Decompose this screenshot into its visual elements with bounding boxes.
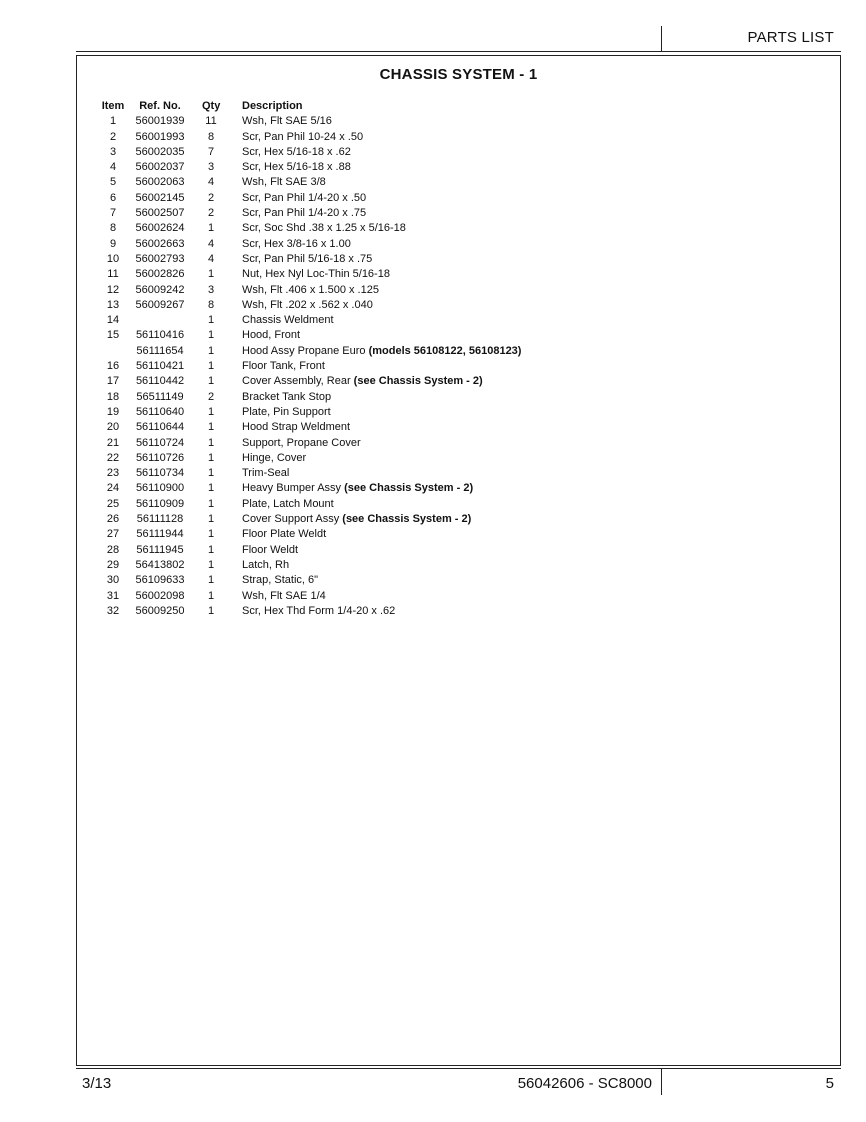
ref-number: 56002145: [135, 191, 185, 204]
description-text: Hood Strap Weldment: [242, 421, 351, 434]
item-number: 5: [109, 176, 117, 189]
description-text: Scr, Hex Thd Form 1/4-20 x .62: [242, 604, 396, 617]
description: [242, 267, 390, 282]
item-number: 18: [106, 390, 120, 403]
ref-number: 56001993: [135, 130, 185, 143]
description: [242, 543, 298, 558]
item-number: 31: [106, 589, 120, 602]
description-text: Wsh, Flt SAE 1/4: [242, 589, 326, 602]
table-row: [77, 497, 840, 512]
section-label: PARTS LIST: [747, 29, 834, 46]
description-note: (see Chassis System - 2): [344, 482, 474, 495]
page-number: 5: [825, 1075, 834, 1092]
quantity: 1: [207, 314, 215, 327]
footer-rule: [76, 1068, 841, 1069]
item-number: 19: [106, 405, 120, 418]
description-text: Hood Assy Propane Euro: [242, 344, 369, 357]
item-number: 27: [106, 528, 120, 541]
description-text: Plate, Latch Mount: [242, 497, 334, 510]
footer-date: 3/13: [82, 1075, 112, 1092]
table-row: [77, 130, 840, 145]
item-number: 12: [106, 283, 120, 296]
quantity: 1: [207, 421, 215, 434]
item-number: 22: [106, 451, 120, 464]
ref-number: 56110644: [135, 421, 185, 434]
item-number: 8: [109, 222, 117, 235]
item-number: 4: [109, 161, 117, 174]
description-text: Heavy Bumper Assy: [242, 482, 345, 495]
table-row: [77, 543, 840, 558]
quantity: 1: [207, 405, 215, 418]
table-row: [77, 206, 840, 221]
description-text: Floor Plate Weldt: [242, 528, 327, 541]
description-text: Wsh, Flt .202 x .562 x .040: [242, 298, 373, 311]
description: [242, 420, 350, 435]
ref-number: 56110442: [135, 375, 185, 388]
quantity: 2: [207, 207, 215, 220]
ref-number: 56110909: [135, 497, 185, 510]
table-row: [77, 267, 840, 282]
item-number: 25: [106, 497, 120, 510]
ref-number: 56111944: [136, 528, 184, 541]
quantity: 2: [207, 191, 215, 204]
description: [242, 573, 318, 588]
table-body: [77, 114, 840, 619]
description: [242, 221, 406, 236]
description-text: Wsh, Flt SAE 5/16: [242, 115, 332, 128]
ref-number: 56111945: [136, 543, 184, 556]
table-row: [77, 328, 840, 343]
table-row: [77, 390, 840, 405]
ref-number: 56413802: [135, 558, 185, 571]
ref-number: 56111128: [136, 513, 184, 526]
description-text: Plate, Pin Support: [242, 405, 331, 418]
ref-number: 56009267: [135, 298, 185, 311]
item-number: 1: [109, 115, 117, 128]
quantity: 2: [207, 390, 215, 403]
description: [242, 344, 521, 359]
item-number: 6: [109, 191, 117, 204]
ref-number: 56009242: [135, 283, 185, 296]
item-number: 10: [106, 252, 120, 265]
description: [242, 328, 300, 343]
quantity: 1: [207, 375, 215, 388]
table-row: [77, 558, 840, 573]
quantity: 1: [207, 528, 215, 541]
item-number: 26: [106, 513, 120, 526]
item-number: 11: [107, 268, 119, 281]
description: [242, 481, 473, 496]
description: [242, 191, 366, 206]
quantity: 1: [207, 497, 215, 510]
ref-number: 56002624: [135, 222, 185, 235]
ref-number: 56009250: [135, 604, 185, 617]
table-row: [77, 160, 840, 175]
description: [242, 604, 395, 619]
table-row: [77, 374, 840, 389]
quantity: 1: [207, 344, 215, 357]
quantity: 4: [207, 237, 215, 250]
description-text: Hinge, Cover: [242, 451, 307, 464]
item-number: 14: [106, 314, 120, 327]
quantity: 1: [207, 604, 215, 617]
footer-doc-number: 56042606 - SC8000: [517, 1075, 652, 1092]
quantity: 1: [207, 451, 215, 464]
table-row: [77, 589, 840, 604]
ref-number: 56110734: [135, 467, 185, 480]
quantity: 1: [207, 574, 215, 587]
ref-number: 56110900: [135, 482, 185, 495]
description: [242, 252, 372, 267]
table-row: [77, 191, 840, 206]
description-note: (see Chassis System - 2): [353, 375, 483, 388]
item-number: 30: [106, 574, 120, 587]
column-header-qty: Qty: [202, 100, 221, 112]
description: [242, 497, 334, 512]
description: [242, 466, 289, 481]
header-divider: [661, 26, 662, 52]
table-row: [77, 604, 840, 619]
description-text: Chassis Weldment: [242, 314, 334, 327]
quantity: 11: [205, 115, 217, 128]
item-number: 28: [106, 543, 120, 556]
quantity: 1: [207, 436, 215, 449]
table-row: [77, 252, 840, 267]
description: [242, 237, 351, 252]
description: [242, 390, 331, 405]
quantity: 1: [207, 513, 215, 526]
description-text: Scr, Soc Shd .38 x 1.25 x 5/16-18: [242, 222, 406, 235]
description-text: Strap, Static, 6": [242, 574, 319, 587]
ref-number: 56002035: [135, 145, 185, 158]
quantity: 8: [207, 130, 215, 143]
quantity: 8: [207, 298, 215, 311]
item-number: 13: [106, 298, 120, 311]
ref-number: 56110416: [135, 329, 185, 342]
description: [242, 527, 326, 542]
column-header-description: Description: [242, 100, 303, 112]
quantity: 1: [207, 467, 215, 480]
description: [242, 160, 351, 175]
table-row: [77, 283, 840, 298]
description: [242, 558, 289, 573]
description-text: Trim-Seal: [242, 467, 290, 480]
description-text: Scr, Hex 5/16-18 x .88: [242, 161, 351, 174]
description: [242, 283, 379, 298]
item-number: 24: [106, 482, 120, 495]
quantity: 1: [207, 589, 215, 602]
ref-number: 56002063: [135, 176, 185, 189]
ref-number: 56110640: [135, 405, 185, 418]
item-number: 16: [106, 360, 120, 373]
description-text: Scr, Pan Phil 10-24 x .50: [242, 130, 364, 143]
column-header-item: Item: [101, 100, 125, 112]
table-row: [77, 313, 840, 328]
description: [242, 206, 366, 221]
ref-number: 56002037: [135, 161, 185, 174]
description-text: Hood, Front: [242, 329, 301, 342]
table-row: [77, 466, 840, 481]
ref-number: 56002663: [135, 237, 185, 250]
table-row: [77, 420, 840, 435]
description-text: Cover Support Assy: [242, 513, 343, 526]
quantity: 3: [207, 161, 215, 174]
quantity: 4: [207, 176, 215, 189]
item-number: 23: [106, 467, 120, 480]
description-text: Scr, Pan Phil 1/4-20 x .50: [242, 191, 367, 204]
table-row: [77, 405, 840, 420]
description: [242, 313, 334, 328]
quantity: 3: [207, 283, 215, 296]
item-number: 32: [106, 604, 120, 617]
description-text: Nut, Hex Nyl Loc-Thin 5/16-18: [242, 268, 390, 281]
description-note: (see Chassis System - 2): [342, 513, 472, 526]
ref-number: 56002507: [135, 207, 185, 220]
item-number: 29: [106, 558, 120, 571]
ref-number: 56109633: [135, 574, 185, 587]
description-text: Wsh, Flt .406 x 1.500 x .125: [242, 283, 379, 296]
parts-table: [77, 99, 840, 619]
description: [242, 359, 325, 374]
item-number: 15: [106, 329, 120, 342]
description: [242, 114, 332, 129]
item-number: 17: [106, 375, 120, 388]
description: [242, 374, 483, 389]
table-row: [77, 344, 840, 359]
table-row: [77, 298, 840, 313]
table-row: [77, 481, 840, 496]
description: [242, 130, 363, 145]
table-row: [77, 221, 840, 236]
item-number: 9: [109, 237, 117, 250]
description: [242, 175, 326, 190]
quantity: 1: [207, 360, 215, 373]
ref-number: 56110421: [135, 360, 185, 373]
description: [242, 298, 373, 313]
item-number: 2: [109, 130, 117, 143]
description: [242, 589, 326, 604]
description-text: Floor Tank, Front: [242, 360, 325, 373]
description: [242, 436, 361, 451]
quantity: 1: [207, 482, 215, 495]
quantity: 1: [207, 558, 215, 571]
table-row: [77, 359, 840, 374]
table-row: [77, 451, 840, 466]
table-row: [77, 175, 840, 190]
item-number: 20: [106, 421, 120, 434]
ref-number: 56110724: [135, 436, 185, 449]
ref-number: 56511149: [136, 390, 184, 403]
ref-number: 56001939: [135, 115, 185, 128]
parts-list-frame: [76, 55, 841, 1066]
quantity: 1: [207, 268, 215, 281]
description-text: Scr, Hex 3/8-16 x 1.00: [242, 237, 351, 250]
table-row: [77, 145, 840, 160]
quantity: 1: [207, 222, 215, 235]
quantity: 4: [207, 252, 215, 265]
description-text: Scr, Pan Phil 5/16-18 x .75: [242, 252, 373, 265]
description: [242, 145, 351, 160]
quantity: 7: [207, 145, 215, 158]
description-text: Wsh, Flt SAE 3/8: [242, 176, 326, 189]
ref-number: 56002826: [135, 268, 185, 281]
description-text: Cover Assembly, Rear: [242, 375, 354, 388]
table-row: [77, 573, 840, 588]
ref-number: 56002793: [135, 252, 185, 265]
column-header-ref-no: Ref. No.: [139, 100, 181, 112]
description-text: Scr, Pan Phil 1/4-20 x .75: [242, 207, 367, 220]
quantity: 1: [207, 329, 215, 342]
description: [242, 405, 331, 420]
item-number: 3: [109, 145, 117, 158]
footer-divider: [661, 1068, 662, 1095]
description: [242, 512, 471, 527]
description: [242, 451, 306, 466]
table-row: [77, 114, 840, 129]
description-text: Support, Propane Cover: [242, 436, 361, 449]
quantity: 1: [207, 543, 215, 556]
description-text: Floor Weldt: [242, 543, 299, 556]
item-number: 21: [106, 436, 120, 449]
description-note: (models 56108122, 56108123): [368, 344, 522, 357]
table-row: [77, 436, 840, 451]
table-row: [77, 527, 840, 542]
description-text: Latch, Rh: [242, 558, 290, 571]
description-text: Bracket Tank Stop: [242, 390, 332, 403]
item-number: 7: [109, 207, 117, 220]
ref-number: 56002098: [135, 589, 185, 602]
ref-number: 56111654: [136, 344, 184, 357]
table-row: [77, 512, 840, 527]
table-row: [77, 237, 840, 252]
table-header-row: [77, 99, 840, 114]
page-title: CHASSIS SYSTEM - 1: [379, 66, 538, 83]
description-text: Scr, Hex 5/16-18 x .62: [242, 145, 351, 158]
header-rule: [76, 51, 841, 52]
ref-number: 56110726: [135, 451, 185, 464]
